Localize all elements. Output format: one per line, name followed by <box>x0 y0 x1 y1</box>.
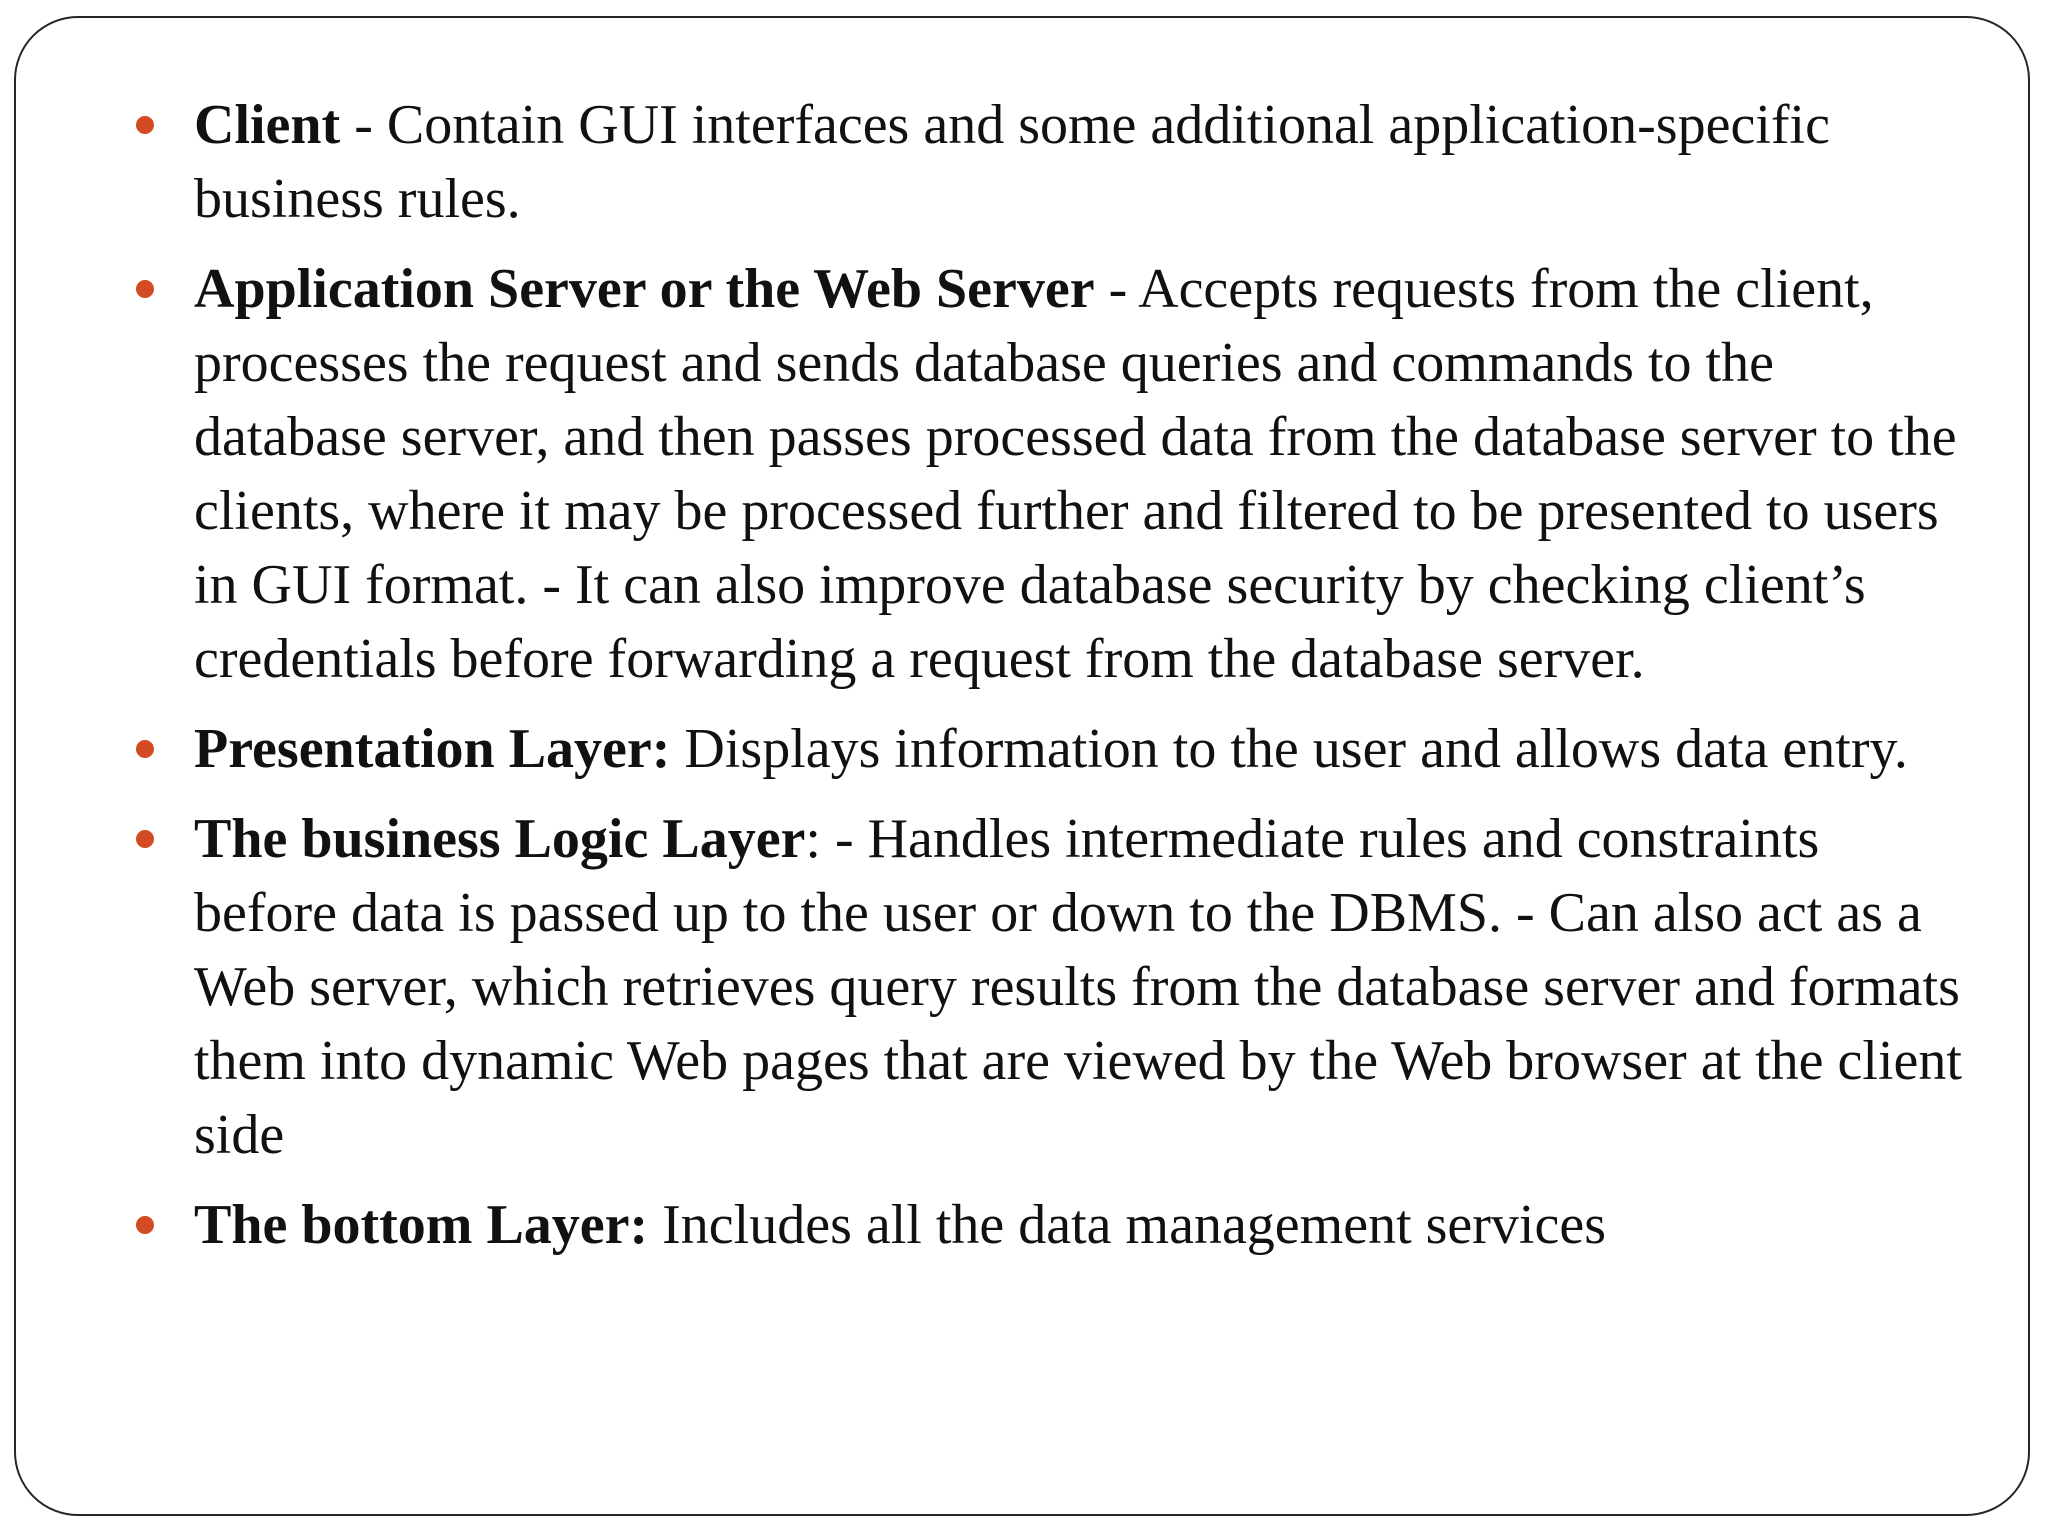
bullet-dot-icon <box>136 116 154 134</box>
bullet-dot-icon <box>136 1216 154 1234</box>
bullet-description: Displays information to the user and allows data entry. <box>670 718 1908 780</box>
bullet-term: The bottom Layer: <box>194 1194 649 1256</box>
bullet-business-logic-layer <box>194 802 1974 1172</box>
bullet-term: Application Server or the Web Server <box>194 258 1095 320</box>
slide-frame <box>14 16 2030 1516</box>
bullet-dot-icon <box>136 830 154 848</box>
bullet-term: Client <box>194 94 341 156</box>
bullet-dot-icon <box>136 740 154 758</box>
bullet-description: - Contain GUI interfaces and some additional application-specific business rules. <box>194 94 1830 230</box>
bullet-dot-icon <box>136 280 154 298</box>
bullet-description: - Accepts requests from the client, processes the request and sends database queries and commands to the database server, and then passes processed data from the database server to the clients, where it may be processed further and filtered to be presented to users in GUI format. - It can also improve database security by checking client’s credentials before forwarding a request from the database server. <box>194 258 1957 690</box>
bullet-term: Presentation Layer: <box>194 718 671 780</box>
bullet-description: : - Handles intermediate rules and constraints before data is passed up to the user or down to the DBMS. - Can also act as a Web server, which retrieves query results from the database server and formats them into dynamic Web pages that are viewed by the Web browser at the client side <box>194 808 1962 1166</box>
bullet-application-server <box>194 252 1974 696</box>
bullet-description: Includes all the data management services <box>648 1194 1606 1256</box>
bullet-list <box>194 88 1974 1278</box>
bullet-bottom-layer <box>194 1188 1974 1262</box>
bullet-client <box>194 88 1974 236</box>
bullet-term: The business Logic Layer <box>194 808 806 870</box>
bullet-presentation-layer <box>194 712 1974 786</box>
